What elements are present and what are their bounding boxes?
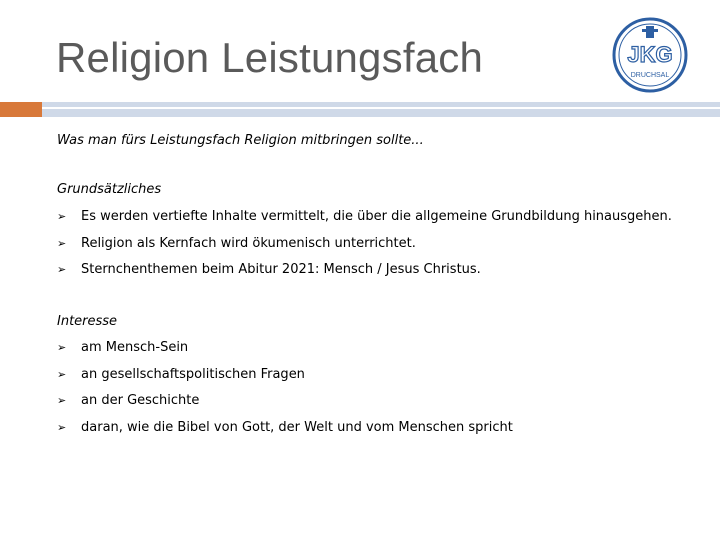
accent-bar: [42, 102, 720, 117]
arrow-bullet-icon: ➢: [57, 263, 67, 276]
school-logo: [611, 16, 689, 94]
section-heading-grundsaetzliches: Grundsätzliches: [57, 182, 162, 197]
arrow-bullet-icon: ➢: [57, 367, 67, 381]
arrow-bullet-icon: ➢: [57, 420, 67, 434]
arrow-bullet-icon: ➢: [57, 341, 67, 354]
page-title: Religion Leistungsfach: [56, 34, 484, 81]
intro-text: Was man fürs Leistungsfach Religion mitbringen sollte...: [57, 133, 424, 148]
logo-text: DRUCHSAL: [630, 72, 670, 79]
arrow-bullet-icon: ➢: [57, 394, 67, 407]
accent-block: [0, 102, 42, 117]
arrow-bullet-icon: ➢: [57, 236, 67, 250]
section-heading-interesse: Interesse: [57, 314, 118, 329]
svg-text:JKG: JKG: [627, 42, 673, 67]
arrow-bullet-icon: ➢: [57, 210, 67, 223]
accent-divider: [42, 107, 720, 109]
